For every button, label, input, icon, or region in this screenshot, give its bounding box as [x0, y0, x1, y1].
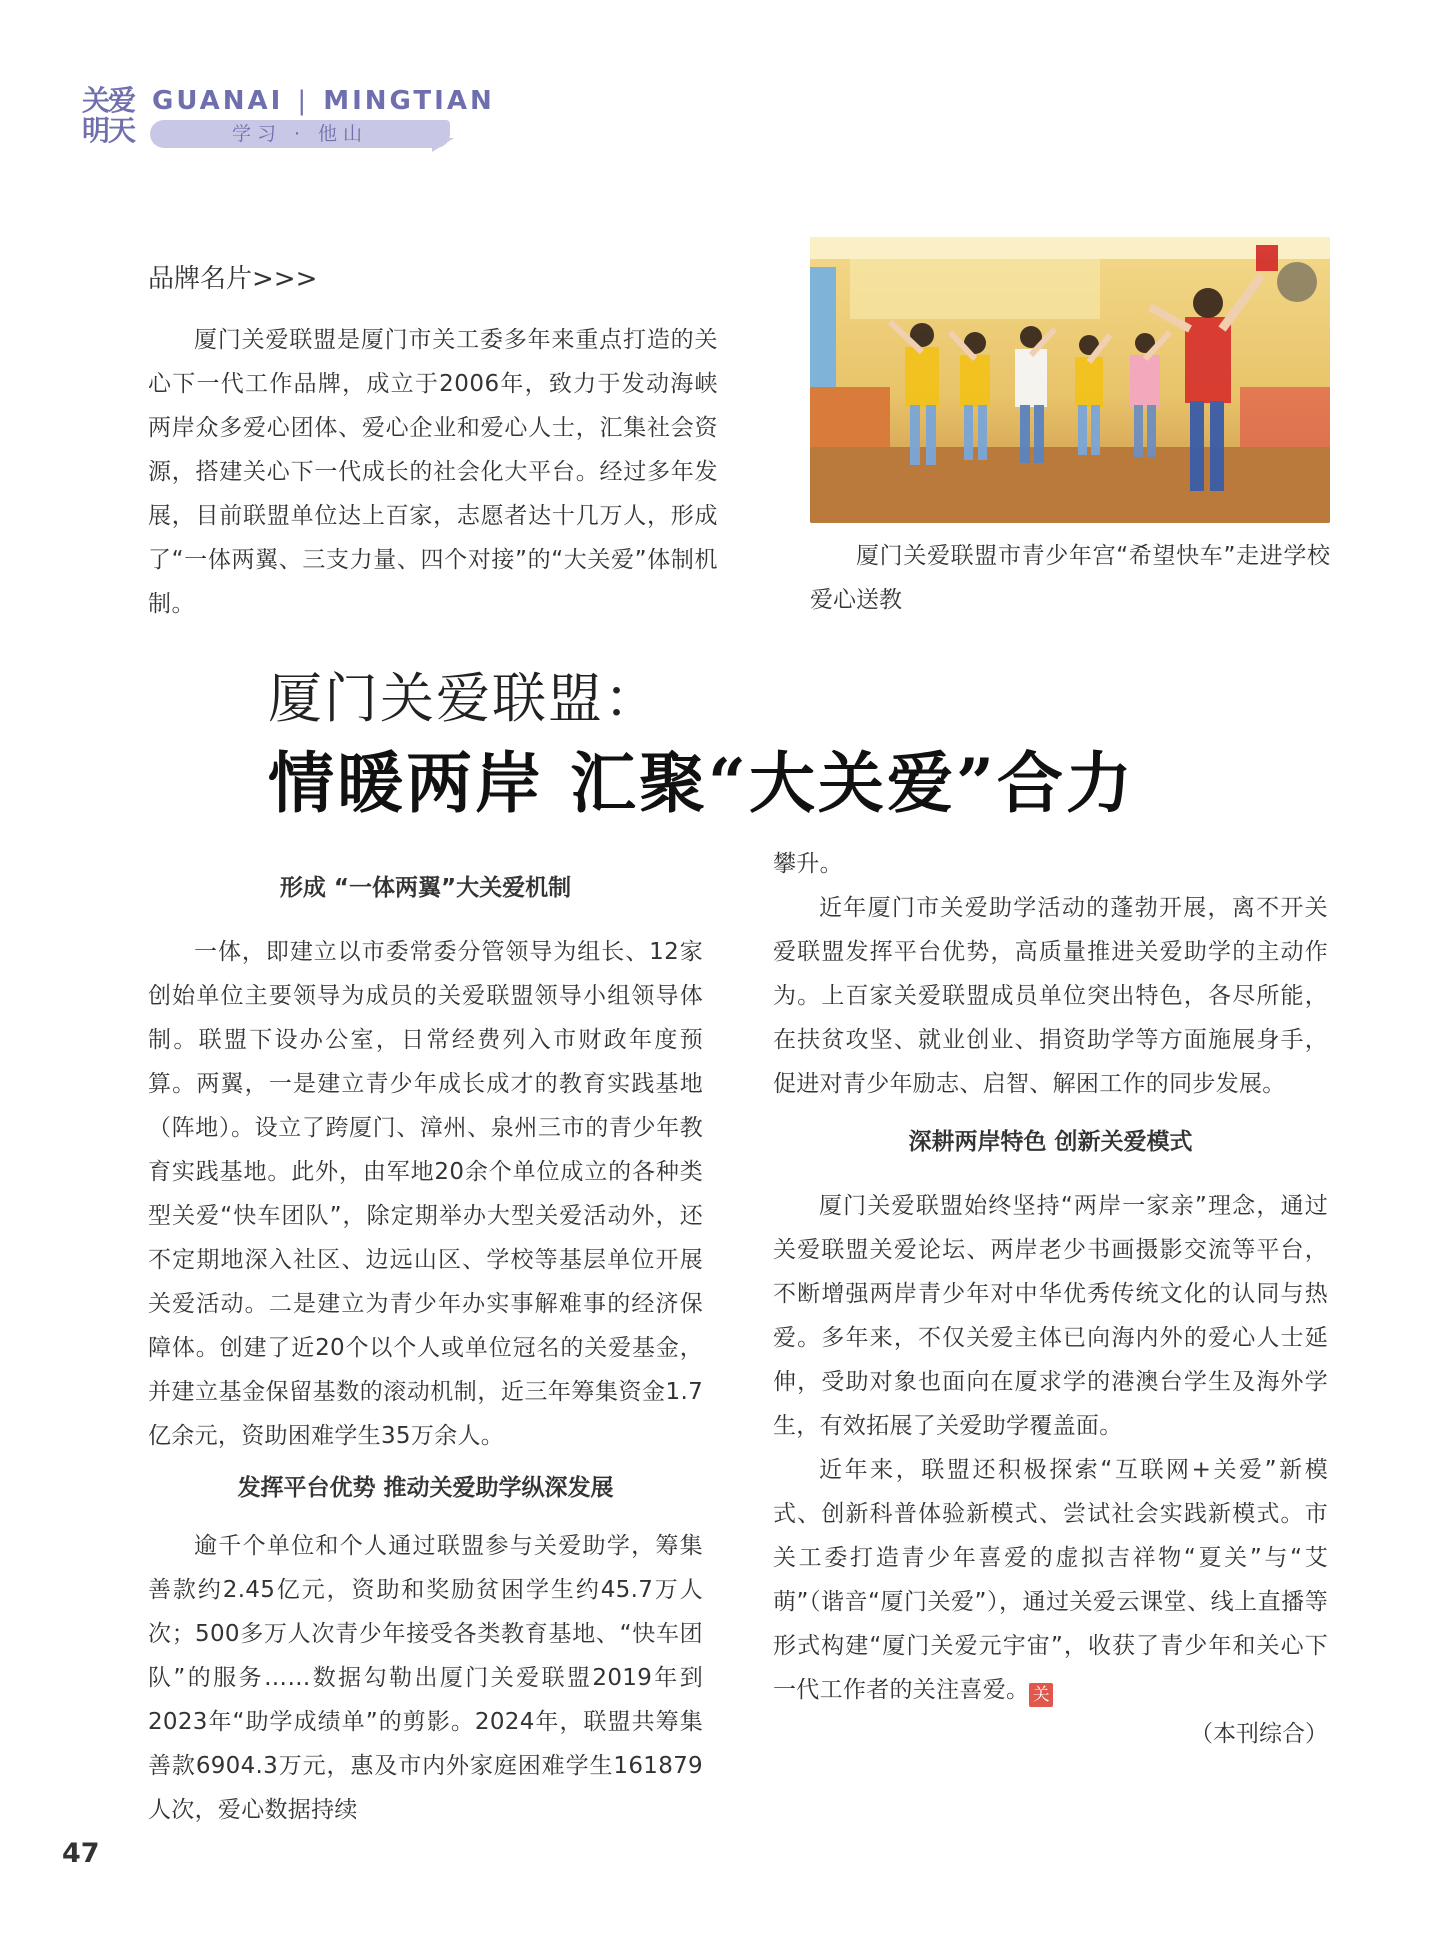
- section3-paragraph-2: [773, 1448, 1328, 1712]
- pill-tail-decoration: [432, 138, 454, 152]
- section-label: 学习 · 他山: [231, 123, 369, 145]
- magazine-name-en: [152, 86, 495, 116]
- magazine-logo: 关爱明天: [82, 84, 135, 147]
- brand-heading: 品牌名片>>>: [148, 264, 318, 294]
- page-number: 47: [62, 1838, 100, 1869]
- section2-paragraph-1-continued: 攀升。: [773, 851, 843, 877]
- classroom-photo: [810, 237, 1330, 523]
- masthead: [82, 82, 495, 162]
- logo-en-left: GUANAI: [152, 86, 284, 116]
- brand-card: [148, 262, 718, 626]
- section3-title: 深耕两岸特色 创新关爱模式: [908, 1129, 1193, 1155]
- article-title-line2: 情暖两岸 汇聚“大关爱”合力: [268, 744, 1135, 822]
- article-title-line1: 厦门关爱联盟：: [268, 667, 660, 730]
- logo-separator: |: [297, 86, 310, 116]
- classroom-photo-illustration: [810, 237, 1330, 523]
- article-column-right: [773, 842, 1328, 1756]
- section3-paragraph-1: 厦门关爱联盟始终坚持“两岸一家亲”理念，通过关爱联盟关爱论坛、两岸老少书画摄影交流等平台，不断增强两岸青少年对中华优秀传统文化的认同与热爱。多年来，不仅关爱主体已向海内外的爱心人士延伸，受助对象也面向在厦求学的港澳台学生及海外学生，有效拓展了关爱助学覆盖面。: [773, 1193, 1328, 1439]
- section2-title: 发挥平台优势 推动关爱助学纵深发展: [237, 1475, 614, 1501]
- end-mark-icon: 关: [1029, 1683, 1053, 1707]
- section-pill: [150, 120, 450, 148]
- section1-paragraph: 一体，即建立以市委常委分管领导为组长、12家创始单位主要领导为成员的关爱联盟领导小组领导体制。联盟下设办公室，日常经费列入市财政年度预算。两翼，一是建立青少年成长成才的教育实践基地（阵地）。设立了跨厦门、漳州、泉州三市的青少年教育实践基地。此外，由军地20余个单位成立的各种类型关爱“快车团队”，除定期举办大型关爱活动外，还不定期地深入社区、边远山区、学校等基层单位开展关爱活动。二是建立为青少年办实事解难事的经济保障体。创建了近20个以个人或单位冠名的关爱基金，并建立基金保留基数的滚动机制，近三年筹集资金1.7亿余元，资助困难学生35万余人。: [148, 939, 703, 1449]
- article-source: （本刊综合）: [1190, 1721, 1328, 1747]
- brand-text: 厦门关爱联盟是厦门市关工委多年来重点打造的关心下一代工作品牌，成立于2006年，致力于发动海峡两岸众多爱心团体、爱心企业和爱心人士，汇集社会资源，搭建关心下一代成长的社会化大平台。经过多年发展，目前联盟单位达上百家，志愿者达十几万人，形成了“一体两翼、三支力量、四个对接”的“大关爱”体制机制。: [148, 327, 718, 617]
- section2-paragraph-2: 近年厦门市关爱助学活动的蓬勃开展，离不开关爱联盟发挥平台优势，高质量推进关爱助学的主动作为。上百家关爱联盟成员单位突出特色，各尽所能，在扶贫攻坚、就业创业、捐资助学等方面施展身手，促进对青少年励志、启智、解困工作的同步发展。: [773, 895, 1328, 1097]
- section1-title: 形成 “一体两翼”大关爱机制: [279, 875, 572, 901]
- logo-en-right: MINGTIAN: [323, 86, 495, 116]
- article-column-left: [148, 866, 703, 1832]
- section3-paragraph-2-text: 近年来，联盟还积极探索“互联网+关爱”新模式、创新科普体验新模式、尝试社会实践新模式。市关工委打造青少年喜爱的虚拟吉祥物“夏关”与“艾萌”（谐音“厦门关爱”），通过关爱云课堂、线上直播等形式构建“厦门关爱元宇宙”，收获了青少年和关心下一代工作者的关注喜爱。: [773, 1457, 1328, 1703]
- photo-caption: 厦门关爱联盟市青少年宫“希望快车”走进学校爱心送教: [810, 543, 1330, 613]
- section2-paragraph-1: 逾千个单位和个人通过联盟参与关爱助学，筹集善款约2.45亿元，资助和奖励贫困学生约45.7万人次；500多万人次青少年接受各类教育基地、“快车团队”的服务……数据勾勒出厦门关爱联盟2019年到2023年“助学成绩单”的剪影。2024年，联盟共筹集善款6904.3万元，惠及市内外家庭困难学生161879人次，爱心数据持续: [148, 1533, 703, 1823]
